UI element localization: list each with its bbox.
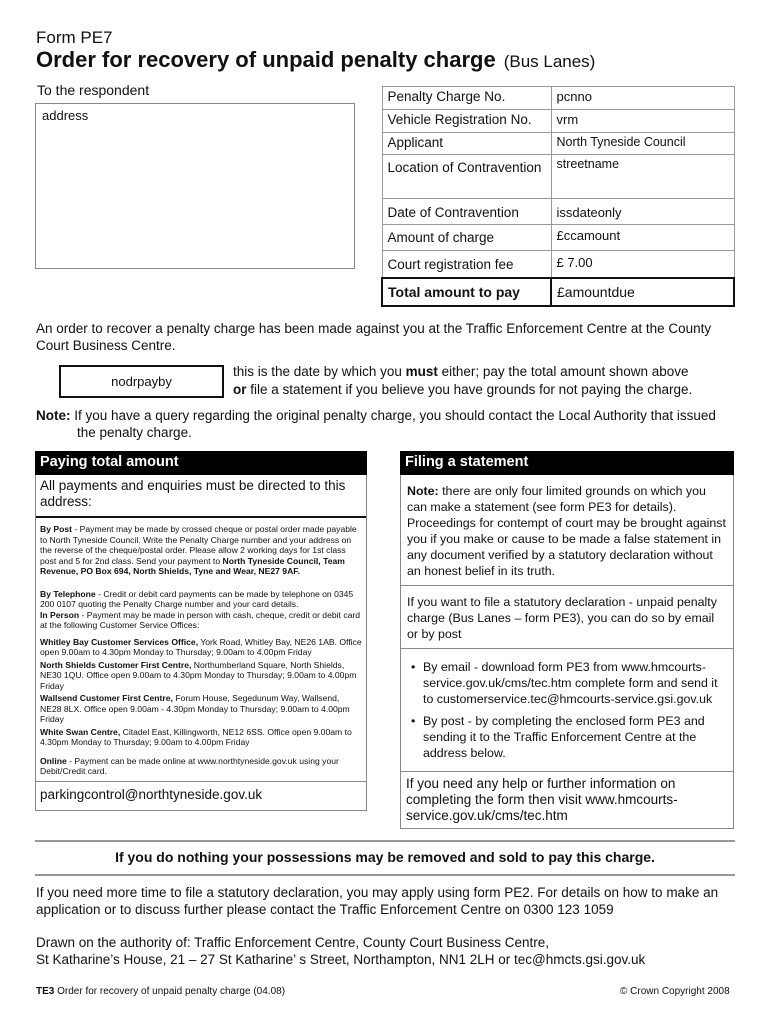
office-item <box>36 725 366 748</box>
filing-method-email: • By email - download form PE3 from www.hmcourts-service.gov.uk/cms/tec.htm complete form and send it to customerservice.tec@hmcourts-service.gsi.gov.uk <box>423 659 725 707</box>
filing-methods-list <box>401 648 733 771</box>
details-row <box>382 251 734 278</box>
footer-title: Order for recovery of unpaid penalty charge (04.08) <box>54 986 286 997</box>
note-text <box>36 407 736 441</box>
details-row <box>382 225 734 251</box>
office-details: Forum House, Segedunum Way, Wallsend, NE28 8LX. Office open 9.00am - 4.30pm Monday to Thursday; 9.00am to 4.00pm Friday <box>40 693 350 724</box>
details-label: Location of Contravention <box>382 155 551 199</box>
filing-method-post: • By post - by completing the enclosed form PE3 and sending it to the Traffic Enforcement Centre at the address below. <box>423 713 725 761</box>
note-body: If you have a query regarding the original penalty charge, you should contact the Local Authority that issued the penalty charge. <box>70 408 716 440</box>
date-text-must: must <box>405 364 438 379</box>
divider <box>35 874 735 876</box>
title-subtitle: (Bus Lanes) <box>503 52 596 71</box>
note-label: Note: <box>36 408 71 423</box>
paying-box <box>35 475 367 811</box>
by-phone-label: By Telephone <box>40 588 96 599</box>
authority-text <box>36 934 756 968</box>
office-details: York Road, Whitley Bay, NE26 1AB. Office open 9.00am to 4.30pm Monday to Thursday; 9.00am to 4.00pm Friday <box>40 636 362 657</box>
intro-text: An order to recover a penalty charge has been made against you at the Traffic Enforcement Centre at the County Court Business Centre. <box>36 321 712 353</box>
details-value: North Tyneside Council <box>551 133 734 155</box>
warning-text: If you do nothing your possessions may be removed and sold to pay this charge. <box>115 849 655 865</box>
in-person-label: In Person <box>40 609 80 620</box>
filing-note-label: Note: <box>407 484 439 498</box>
footer-form-ref <box>36 986 285 997</box>
details-row <box>382 133 734 155</box>
details-value: £ 7.00 <box>551 251 734 278</box>
details-row <box>382 155 734 199</box>
address-text: address <box>42 108 89 123</box>
details-value: £ccamount <box>551 225 734 251</box>
filing-note <box>401 475 733 585</box>
details-row <box>382 199 734 225</box>
online-label: Online <box>40 755 67 766</box>
date-text-c: file a statement if you believe you have grounds for not paying the charge. <box>246 382 693 397</box>
filing-box <box>400 475 734 829</box>
by-post-body: - Payment may be made by crossed cheque or postal order made payable to North Tyneside Council. Write the Penalty Charge number and your address on the reverse of the cheque/postal order. Please allow 2 working days for 1st class post and 5 for 2nd class. Send your payment to <box>40 524 357 566</box>
date-text-a: this is the date by which you <box>233 364 406 379</box>
paying-header: Paying total amount <box>35 451 367 475</box>
details-value: pcnno <box>551 87 734 110</box>
details-row <box>382 110 734 133</box>
pay-by-date-explanation <box>233 363 733 399</box>
office-item <box>36 631 366 658</box>
filing-note-body: there are only four limited grounds on which you can make a statement (see form PE3 for details). Proceedings for contempt of court may be brought against you if you make or cause to be made a false statement in any document verified by a statutory declaration without an honest belief in its truth. <box>407 484 726 578</box>
form-number: Form PE7 <box>36 28 113 47</box>
online-body: - Payment can be made online at www.northtyneside.gov.uk using your Debit/Credit card. <box>40 755 339 776</box>
details-label: Court registration fee <box>382 251 551 278</box>
office-name: Wallsend Customer First Centre, <box>40 693 173 703</box>
details-label: Penalty Charge No. <box>382 87 551 110</box>
details-value: £amountdue <box>551 278 734 306</box>
details-label: Amount of charge <box>382 225 551 251</box>
penalty-details-table <box>381 86 735 307</box>
date-text-b: either; pay the total amount shown above <box>437 364 689 379</box>
office-details: Citadel East, Killingworth, NE12 6SS. Office open 9.00am to 4.30pm Monday to Thursday; 9.00am to 4.00pm Friday <box>40 726 352 747</box>
online-text <box>36 748 366 781</box>
office-name: Whitley Bay Customer Services Office, <box>40 636 199 647</box>
details-row-total <box>382 278 734 306</box>
details-value: vrm <box>551 110 734 133</box>
to-respondent-label: To the respondent <box>37 82 150 98</box>
office-name: White Swan Centre, <box>40 726 121 737</box>
filing-header: Filing a statement <box>400 451 734 475</box>
in-person-body: - Payment may be made in person with cash, cheque, credit or debit card at the following Customer Service Offices: <box>40 609 361 630</box>
details-value: streetname <box>551 155 734 199</box>
in-person-text <box>36 610 366 631</box>
date-text-or: or <box>233 382 247 397</box>
by-phone-body: - Credit or debit card payments can be made by telephone on 0345 200 0107 quoting the Penalty Charge number and your card details. <box>40 588 354 609</box>
footer-code: TE3 <box>36 986 55 997</box>
office-item <box>36 658 366 692</box>
pay-by-date-field: nodrpayby <box>59 365 224 398</box>
filing-section <box>400 451 734 829</box>
by-post-label: By Post <box>40 524 72 534</box>
office-details: Northumberland Square, North Shields, NE30 1QU. Office open 9.00am to 4.30pm Monday to Thursday; 9.00am to 4.00pm Friday <box>40 659 357 691</box>
filing-how-text: If you want to file a statutory declaration - unpaid penalty charge (Bus Lanes – form PE3), you can do so by email or by post <box>401 585 733 648</box>
details-label: Date of Contravention <box>382 199 551 225</box>
office-item <box>36 691 366 725</box>
details-row <box>382 87 734 110</box>
details-value: issdateonly <box>551 199 734 225</box>
title-main: Order for recovery of unpaid penalty charge <box>36 47 496 72</box>
authority-line-1: Drawn on the authority of: Traffic Enforcement Centre, County Court Business Centre, <box>36 935 549 950</box>
by-post-text <box>36 518 366 577</box>
more-time-text: If you need more time to file a statutory declaration, you may apply using form PE2. For details on how to make an application or to discuss further please contact the Traffic Enforcement Centre on 0300 123 1059 <box>36 885 719 917</box>
details-label: Vehicle Registration No. <box>382 110 551 133</box>
by-phone-text <box>36 577 366 610</box>
by-post-address: North Tyneside Council, Team Revenue, PO Box 694, North Shields, Tyne and Wear, NE27 9AF. <box>40 555 345 576</box>
details-label: Applicant <box>382 133 551 155</box>
paying-section <box>35 451 367 811</box>
office-name: North Shields Customer First Centre, <box>40 659 192 670</box>
divider <box>35 840 735 842</box>
footer-copyright: © Crown Copyright 2008 <box>620 986 730 997</box>
filing-help-text: If you need any help or further information on completing the form then visit www.hmcourts-service.gov.uk/cms/tec.htm <box>401 771 733 828</box>
address-box <box>35 103 355 269</box>
details-label: Total amount to pay <box>382 278 551 306</box>
paying-intro: All payments and enquiries must be directed to this address: <box>36 475 366 518</box>
page-title <box>36 47 595 73</box>
authority-line-2: St Katharine’s House, 21 – 27 St Katharine’ s Street, Northampton, NN1 2LH or tec@hmcts.gsi.gov.uk <box>36 952 646 967</box>
payment-email: parkingcontrol@northtyneside.gov.uk <box>36 781 366 810</box>
